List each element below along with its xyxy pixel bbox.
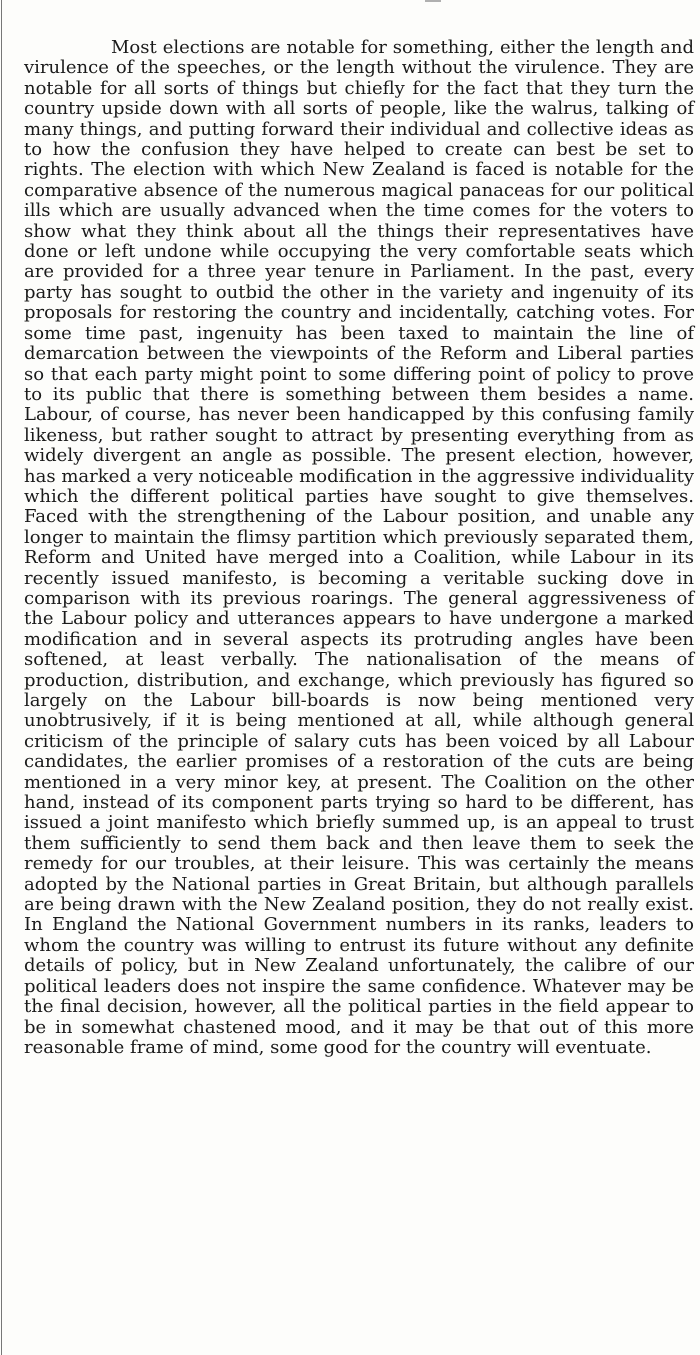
left-margin-rule: [1, 0, 2, 1355]
article-paragraph: Most elections are notable for something, either the length and virulence of the speeches, or the length without the virulence. They are notable for all sorts of things but chiefly for the fact that they turn the country upside down with all sorts of people, like the walrus, talking of many things, and putting forward their individual and collective ideas as to how the confusion they have helped to create can best be set to rights. The election with which New Zealand is faced is notable for the comparative absence of the numerous magical panaceas for our political ills which are usually advanced when the time comes for the voters to show what they think about all the things their representatives have done or left undone while occupying the very comfortable seats which are provided for a three year tenure in Parliament. In the past, every party has sought to outbid the other in the variety and ingenuity of its proposals for restoring the country and incidentally, catching votes. For some time past, ingenuity has been taxed to maintain the line of demarcation between the viewpoints of the Reform and Liberal parties so that each party might point to some differing point of policy to prove to its public that there is something between them besides a name. Labour, of course, has never been handicapped by this confusing family likeness, but rather sought to attract by presenting everything from as widely divergent an angle as possible. The present election, however, has marked a very noticeable modification in the aggressive individuality which the different political parties have sought to give themselves. Faced with the strengthening of the Labour position, and unable any longer to maintain the flimsy partition which previously separated them, Reform and United have merged into a Coalition, while Labour in its recently issued manifesto, is becoming a veritable sucking dove in comparison with its previous roarings. The general aggressiveness of the Labour policy and utterances appears to have undergone a marked modification and in several aspects its protruding angles have been softened, at least verbally. The nationalisation of the means of production, distribution, and exchange, which previously has figured so largely on the Labour bill-boards is now being mentioned very unobtrusively, if it is being mentioned at all, while although general criticism of the principle of salary cuts has been voiced by all Labour candidates, the earlier promises of a restoration of the cuts are being mentioned in a very minor key, at present. The Coalition on the other hand, instead of its component parts trying so hard to be different, has issued a joint manifesto which briefly summed up, is an appeal to trust them sufficiently to send them back and then leave them to seek the remedy for our troubles, at their leisure. This was certainly the means adopted by the National parties in Great Britain, but although parallels are being drawn with the New Zealand position, they do not really exist. In England the National Government numbers in its ranks, leaders to whom the country was willing to entrust its future without any definite details of policy, but in New Zealand unfortunately, the calibre of our political leaders does not inspire the same confidence. Whatever may be the final decision, however, all the political parties in the field appear to be in somewhat chastened mood, and it may be that out of this more reasonable frame of mind, some good for the country will eventuate.: [24, 37, 694, 1058]
top-edge-mark: [425, 0, 441, 2]
